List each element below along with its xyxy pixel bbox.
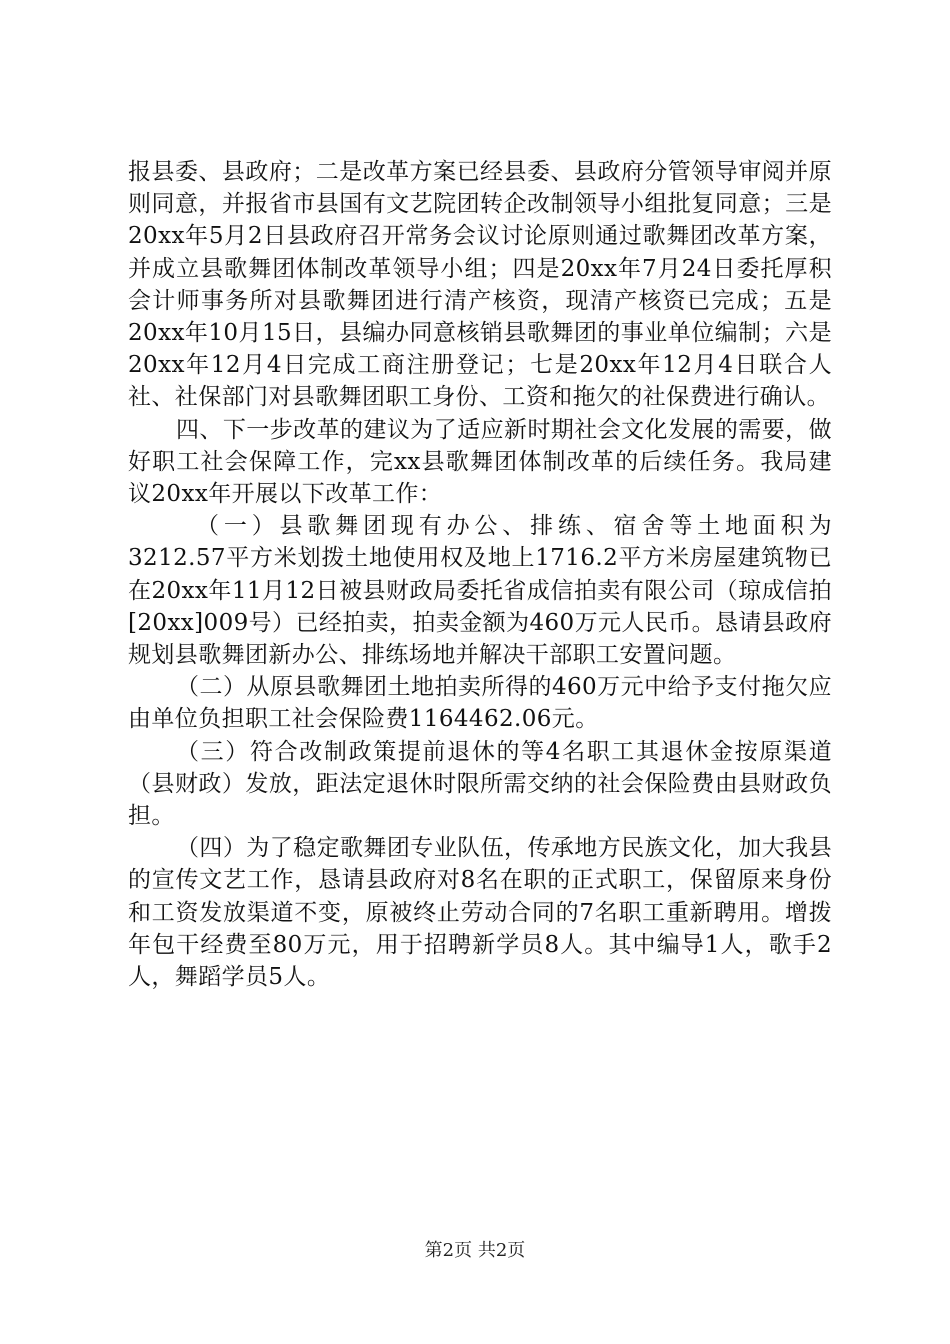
document-body [128,156,832,993]
paragraph-1: 报县委、县政府；二是改革方案已经县委、县政府分管领导审阅并原则同意，并报省市县国有文艺院团转企改制领导小组批复同意；三是20xx年5月2日县政府召开常务会议讨论原则通过歌舞团改革方案，并成立县歌舞团体制改革领导小组；四是20xx年7月24日委托厚积会计师事务所对县歌舞团进行清产核资，现清产核资已完成；五是20xx年10月15日，县编办同意核销县歌舞团的事业单位编制；六是20xx年12月4日完成工商注册登记；七是20xx年12月4日联合人社、社保部门对县歌舞团职工身份、工资和拖欠的社保费进行确认。 [128,159,832,411]
paragraph-3: （一）县歌舞团现有办公、排练、宿舍等土地面积为3212.57平方米划拨土地使用权及地上1716.2平方米房屋建筑物已在20xx年11月12日被县财政局委托省成信拍卖有限公司（琼成信拍[20xx]009号）已经拍卖，拍卖金额为460万元人民币。恳请县政府规划县歌舞团新办公、排练场地并解决干部职工安置问题。 [128,513,832,669]
page-footer: 第2页 共2页 [424,1240,526,1261]
paragraph-4: （二）从原县歌舞团土地拍卖所得的460万元中给予支付拖欠应由单位负担职工社会保险费1164462.06元。 [128,674,832,733]
paragraph-2: 四、下一步改革的建议为了适应新时期社会文化发展的需要，做好职工社会保障工作，完xx县歌舞团体制改革的后续任务。我局建议20xx年开展以下改革工作： [128,416,832,508]
paragraph-5: （三）符合改制政策提前退休的等4名职工其退休金按原渠道（县财政）发放，距法定退休时限所需交纳的社会保险费由县财政负担。 [128,738,832,830]
paragraph-6: （四）为了稳定歌舞团专业队伍，传承地方民族文化，加大我县的宣传文艺工作，恳请县政府对8名在职的正式职工，保留原来身份和工资发放渠道不变，原被终止劳动合同的7名职工重新聘用。增拨年包干经费至80万元，用于招聘新学员8人。其中编导1人，歌手2人，舞蹈学员5人。 [128,835,832,991]
